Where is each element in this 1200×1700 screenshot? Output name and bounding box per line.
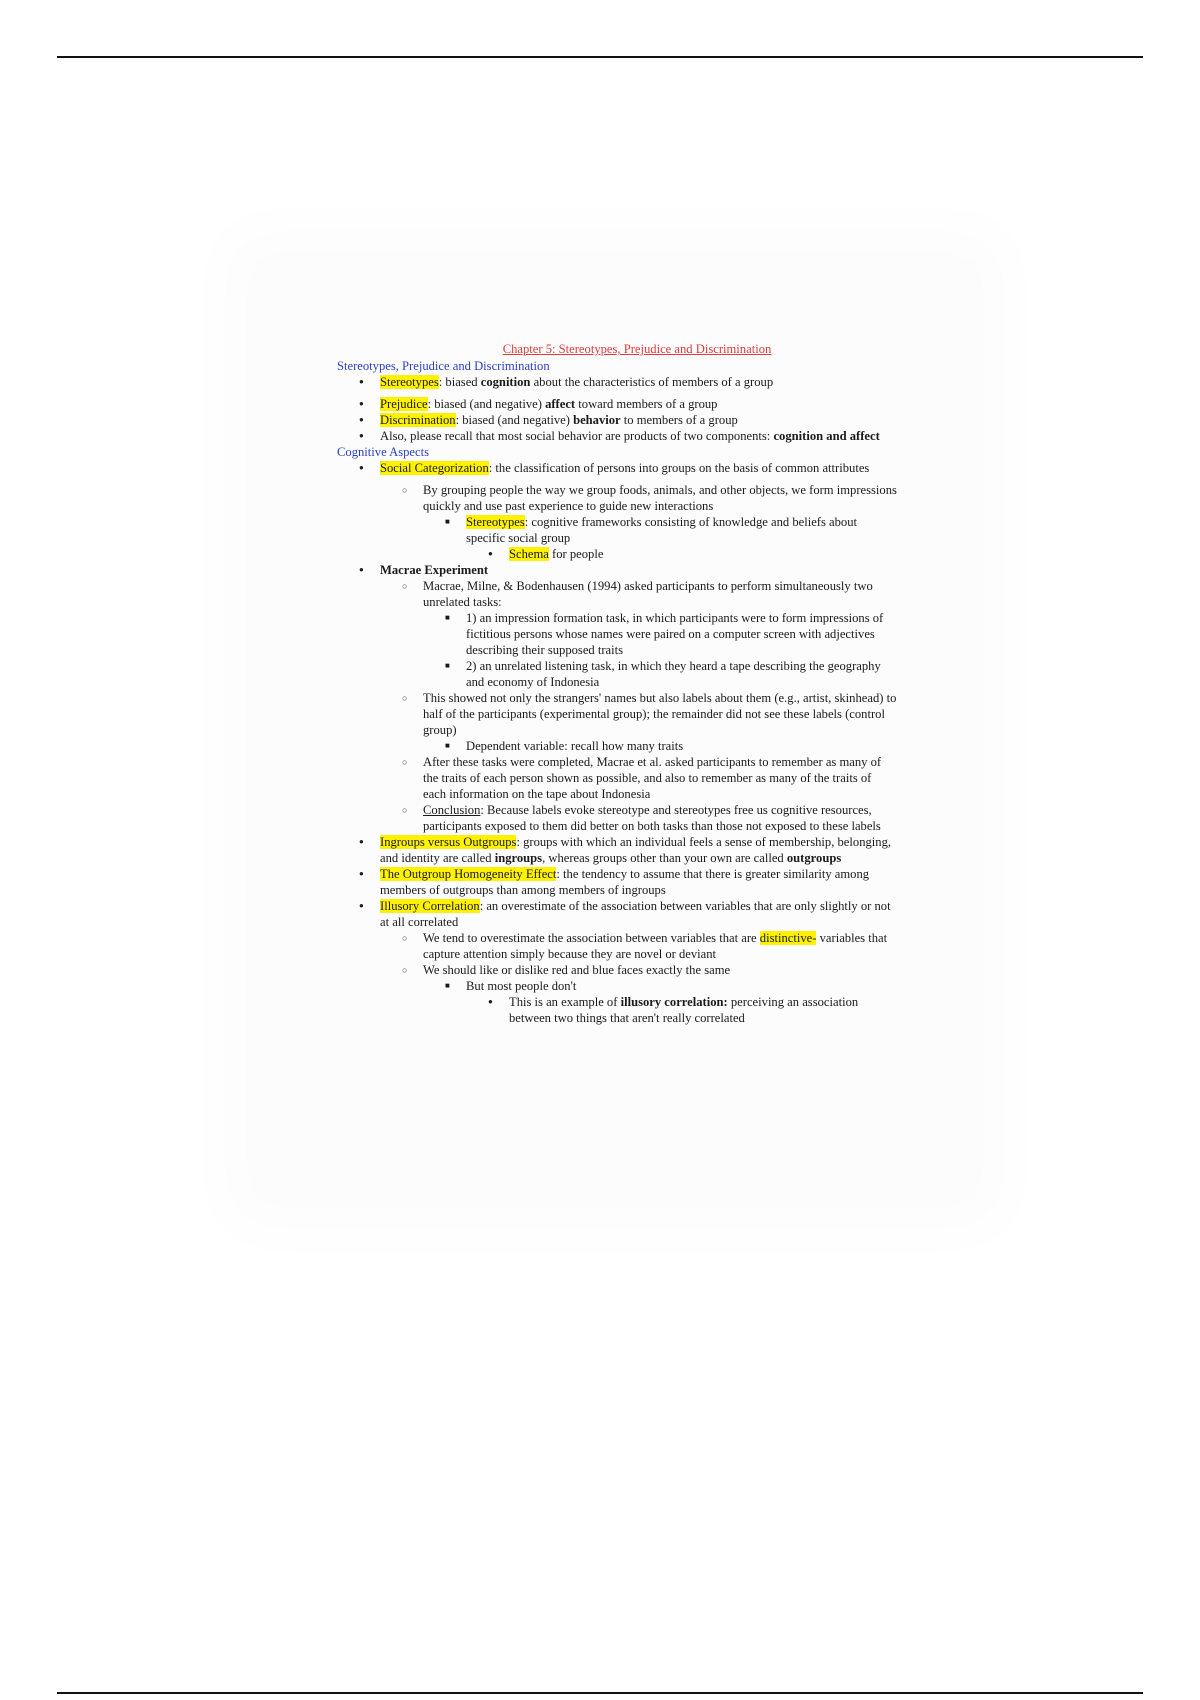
definition-text: to members of a group [620, 413, 738, 427]
definition-text: : the tendency to assume that there is greater similarity among members of outgroups than among members of ingroups [380, 867, 870, 897]
term-highlight: Social Categorization [380, 461, 489, 475]
bold-term: outgroups [786, 851, 842, 865]
sublist [380, 930, 897, 1026]
definition-text: 1) an impression formation task, in which participants were to form impressions of fictitious persons whose names were paired on a computer screen with adjectives describing their supposed traits [466, 611, 884, 657]
definition-text: : cognitive frameworks consisting of knowledge and beliefs about specific social group [466, 515, 858, 545]
definition-text: But most people don't [466, 979, 577, 993]
top-rule [57, 56, 1143, 58]
bold-term: cognition and affect [773, 429, 880, 443]
sublist [466, 546, 897, 562]
sublist [380, 482, 897, 562]
definition-text: perceiving an association between two things that aren't really correlated [509, 995, 859, 1025]
definition-text: Dependent variable: recall how many traits [466, 739, 684, 753]
term-highlight: distinctive- [759, 931, 817, 945]
list-item [423, 978, 897, 1026]
term-highlight: Illusory Correlation [380, 899, 480, 913]
term-highlight: Stereotypes [380, 375, 439, 389]
bold-term: ingroups [494, 851, 543, 865]
list-item [380, 930, 897, 962]
term-highlight: Discrimination [380, 413, 456, 427]
term-highlight: The Outgroup Homogeneity Effect [380, 867, 557, 881]
definition-text: , whereas groups other than your own are called [542, 851, 787, 865]
definition-text: : an overestimate of the association between variables that are only slightly or not at all correlated [380, 899, 891, 929]
list-item [380, 482, 897, 562]
sublist [423, 978, 897, 1026]
sublist [466, 994, 897, 1026]
list-item [423, 658, 897, 690]
definition-text: We tend to overestimate the association between variables that are [423, 931, 760, 945]
bold-term: behavior [573, 413, 621, 427]
definition-text: Macrae, Milne, & Bodenhausen (1994) asked participants to perform simultaneously two unrelated tasks: [423, 579, 873, 609]
list-item [466, 994, 897, 1026]
list-item [337, 396, 897, 412]
list-item [337, 834, 897, 866]
section-heading-cognitive: Cognitive Aspects [337, 445, 429, 459]
sublist [380, 578, 897, 834]
sublist [423, 738, 897, 754]
term-highlight: Prejudice [380, 397, 428, 411]
sublist [423, 610, 897, 690]
definition-text: By grouping people the way we group foods, animals, and other objects, we form impressions quickly and use past experience to guide new interactions [423, 483, 897, 513]
term-highlight: Stereotypes [466, 515, 525, 529]
list-item [423, 738, 897, 754]
list-item [380, 802, 897, 834]
definition-text: : the classification of persons into groups on the basis of common attributes [488, 461, 870, 475]
list-item [337, 898, 897, 1026]
section2-list [337, 460, 897, 1026]
list-item [380, 962, 897, 1026]
definition-text: variables that capture attention simply because they are novel or deviant [423, 931, 888, 961]
list-item [337, 428, 897, 444]
definition-text: : biased [438, 375, 481, 389]
term-highlight: Ingroups versus Outgroups [380, 835, 517, 849]
bold-term: illusory correlation: [620, 995, 728, 1009]
document-title: Chapter 5: Stereotypes, Prejudice and Discrimination [502, 342, 772, 356]
definition-text: : Because labels evoke stereotype and stereotypes free us cognitive resources, participants exposed to them did better on both tasks than those not exposed to these labels [423, 803, 881, 833]
definition-text: This showed not only the strangers' names but also labels about them (e.g., artist, skinhead) to half of the participants (experimental group); the remainder did not see these labels (control group) [423, 691, 897, 737]
definition-text: toward members of a group [575, 397, 718, 411]
document-body [337, 341, 897, 1026]
list-item [466, 546, 897, 562]
list-item [380, 690, 897, 754]
bold-term: affect [545, 397, 576, 411]
list-item [380, 578, 897, 690]
list-item [337, 460, 897, 562]
definition-text: : groups with which an individual feels a sense of membership, belonging, and identity are called [380, 835, 892, 865]
sublist [423, 514, 897, 562]
list-item [380, 754, 897, 802]
list-item [423, 610, 897, 658]
definition-text: : biased (and negative) [455, 413, 574, 427]
bold-term: cognition [480, 375, 531, 389]
definition-text: about the characteristics of members of a group [530, 375, 774, 389]
list-item [337, 412, 897, 428]
definition-text: for people [548, 547, 604, 561]
definition-text: : biased (and negative) [427, 397, 546, 411]
definition-text: 2) an unrelated listening task, in which they heard a tape describing the geography and economy of Indonesia [466, 659, 881, 689]
list-item [337, 562, 897, 834]
definition-text: We should like or dislike red and blue faces exactly the same [423, 963, 731, 977]
section1-list [337, 374, 897, 444]
bottom-rule [57, 1692, 1143, 1694]
definition-text: Also, please recall that most social behavior are products of two components: [380, 429, 774, 443]
definition-text: This is an example of [509, 995, 621, 1009]
section-heading-stereotypes: Stereotypes, Prejudice and Discrimination [337, 359, 550, 373]
definition-text: After these tasks were completed, Macrae et al. asked participants to remember as many of the traits of each person shown as possible, and also to remember as many of the traits of each information on the tape about Indonesia [423, 755, 882, 801]
list-item [423, 514, 897, 562]
list-item [337, 374, 897, 390]
macrae-heading: Macrae Experiment [380, 563, 489, 577]
conclusion-label: Conclusion [423, 803, 481, 817]
term-highlight: Schema [509, 547, 549, 561]
list-item [337, 866, 897, 898]
